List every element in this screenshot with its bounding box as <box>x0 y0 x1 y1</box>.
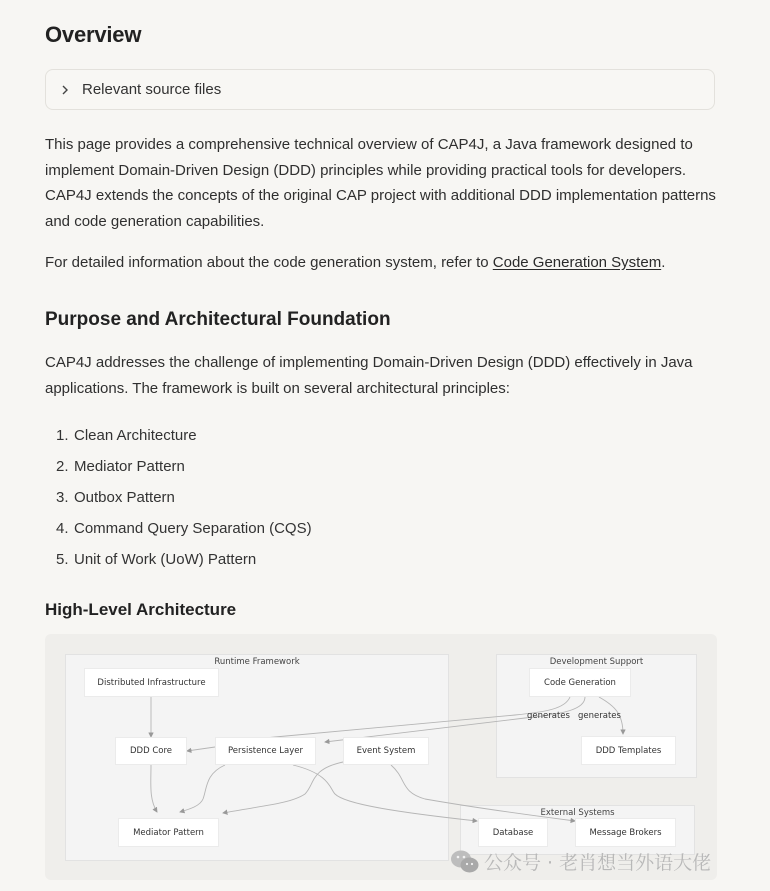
list-number: 2. <box>56 458 69 475</box>
node-message-brokers[interactable]: Message Brokers <box>575 818 676 847</box>
list-item-label: Clean Architecture <box>74 427 197 444</box>
intro-paragraph: This page provides a comprehensive technical overview of CAP4J, a Java framework designed to implement Domain-Driven Design (DDD) principles while providing practical tools for developers. CAP4J extends the concepts of the original CAP project with additional DDD implementation patterns and code generation capabilities. <box>45 136 716 230</box>
list-number: 1. <box>56 427 69 444</box>
list-item-label: Command Query Separation (CQS) <box>74 520 312 537</box>
node-distributed-infrastructure[interactable]: Distributed Infrastructure <box>84 668 219 697</box>
node-ddd-templates[interactable]: DDD Templates <box>581 736 676 765</box>
edge-label-generates: generates <box>527 711 570 721</box>
edge-event-to-brokers <box>391 765 575 821</box>
list-item <box>45 482 312 513</box>
node-code-generation[interactable]: Code Generation <box>529 668 631 697</box>
principles-list <box>45 420 312 575</box>
reference-paragraph <box>45 250 717 276</box>
list-item-label: Mediator Pattern <box>74 458 185 475</box>
node-persistence-layer[interactable]: Persistence Layer <box>215 737 316 765</box>
cluster-title: External Systems <box>540 808 615 818</box>
relevant-source-files-label: Relevant source files <box>82 81 222 98</box>
purpose-paragraph: CAP4J addresses the challenge of implementing Domain-Driven Design (DDD) effectively in Java applications. The framework is built on several architectural principles: <box>45 354 693 397</box>
edge-persistence-to-database <box>293 765 477 821</box>
edge-label-generates: generates <box>578 711 621 721</box>
purpose-heading: Purpose and Architectural Foundation <box>45 309 391 330</box>
list-number: 5. <box>56 551 69 568</box>
list-item-label: Outbox Pattern <box>74 489 175 506</box>
chevron-right-icon <box>60 84 78 96</box>
edge-persistence-to-mediator <box>180 765 225 812</box>
watermark <box>450 848 711 875</box>
list-item-label: Unit of Work (UoW) Pattern <box>74 551 257 568</box>
list-number: 4. <box>56 520 69 537</box>
node-database[interactable]: Database <box>478 818 548 847</box>
architecture-heading: High-Level Architecture <box>45 600 237 619</box>
watermark-text: 公众号 · 老肖想当外语大佬 <box>484 852 712 874</box>
code-generation-system-link[interactable]: Code Generation System <box>492 254 662 271</box>
page-title: Overview <box>45 22 142 47</box>
reference-prefix: For detailed information about the code generation system, refer to <box>45 254 493 271</box>
edge-codegen-to-ddd-core <box>225 697 570 742</box>
edge-persistence-to-ddd-core <box>187 747 215 751</box>
node-mediator-pattern[interactable]: Mediator Pattern <box>118 818 219 847</box>
list-item <box>45 513 312 544</box>
wechat-icon <box>450 849 480 875</box>
reference-suffix: . <box>661 254 666 271</box>
node-ddd-core[interactable]: DDD Core <box>115 737 187 765</box>
edge-event-to-mediator <box>223 762 343 813</box>
list-item <box>45 451 312 482</box>
cluster-title: Runtime Framework <box>214 657 300 667</box>
list-item <box>45 420 312 451</box>
architecture-diagram <box>45 634 717 880</box>
node-event-system[interactable]: Event System <box>343 737 429 765</box>
list-item <box>45 544 312 575</box>
list-number: 3. <box>56 489 69 506</box>
relevant-source-files-toggle[interactable] <box>45 69 715 110</box>
cluster-title: Development Support <box>549 657 644 667</box>
edge-ddd-core-to-mediator <box>151 765 157 812</box>
